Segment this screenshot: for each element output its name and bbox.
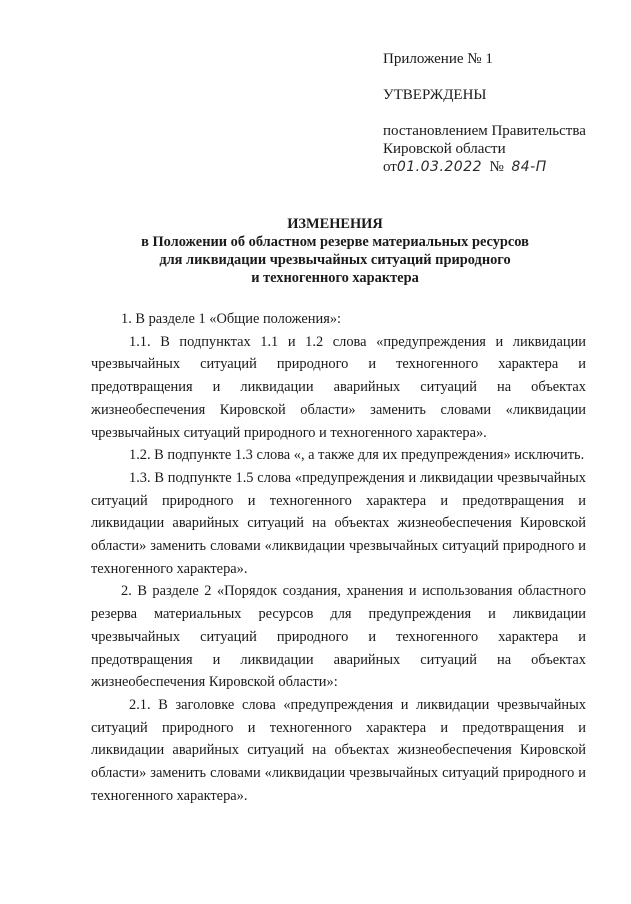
document-body: [91, 308, 586, 807]
number-prefix: №: [489, 159, 504, 175]
approval-block: [383, 50, 613, 176]
decree-line-2: Кировской области: [383, 141, 506, 157]
handwritten-date: 01.03.2022: [396, 159, 483, 175]
decree-date-number: [383, 158, 613, 176]
date-prefix: от: [383, 159, 397, 175]
approved-label: УТВЕРЖДЕНЫ: [383, 87, 487, 103]
appendix-label: Приложение № 1: [383, 51, 493, 67]
heading-title: ИЗМЕНЕНИЯ: [287, 216, 383, 232]
paragraph-1-3: 1.3. В подпункте 1.5 слова «предупреждения и ликвидации чрезвычайных ситуаций природного и техногенного характера и предотвращения и ликвидации аварийных ситуаций на объектах жизнеобеспечения Кировской области» заменить словами «ликвидации чрезвычайных ситуаций природного и техногенного характера».: [91, 469, 586, 577]
paragraph-2: 2. В разделе 2 «Порядок создания, хранения и использования областного резерва материальных ресурсов для предупреждения и ликвидации чрезвычайных ситуаций природного и техногенного характера и предотвращения и ликвидации аварийных ситуаций на объектах жизнеобеспечения Кировской области»:: [91, 583, 586, 691]
handwritten-number: 84-П: [511, 159, 547, 175]
paragraph-1-2: 1.2. В подпункте 1.3 слова «, а также для их предупреждения» исключить.: [129, 447, 585, 464]
heading-line-2: в Положении об областном резерве материальных ресурсов: [141, 234, 529, 250]
paragraph-1-1: 1.1. В подпунктах 1.1 и 1.2 слова «предупреждения и ликвидации чрезвычайных ситуаций природного и техногенного характера и предотвращения и ликвидации аварийных ситуаций на объектах жизнеобеспечения Кировской области» заменить словами «ликвидации чрезвычайных ситуаций природного и техногенного характера».: [91, 333, 586, 441]
heading-line-4: и техногенного характера: [251, 270, 419, 286]
paragraph-1: 1. В разделе 1 «Общие положения»:: [121, 311, 342, 327]
document-heading: [80, 215, 590, 287]
heading-line-3: для ликвидации чрезвычайных ситуаций природного: [159, 252, 511, 268]
paragraph-2-1: 2.1. В заголовке слова «предупреждения и ликвидации чрезвычайных ситуаций природного и техногенного характера и предотвращения и ликвидации аварийных ситуаций на объектах жизнеобеспечения Кировской области» заменить словами «ликвидации чрезвычайных ситуаций природного и техногенного характера».: [91, 696, 586, 804]
decree-line-1: постановлением Правительства: [383, 123, 586, 139]
